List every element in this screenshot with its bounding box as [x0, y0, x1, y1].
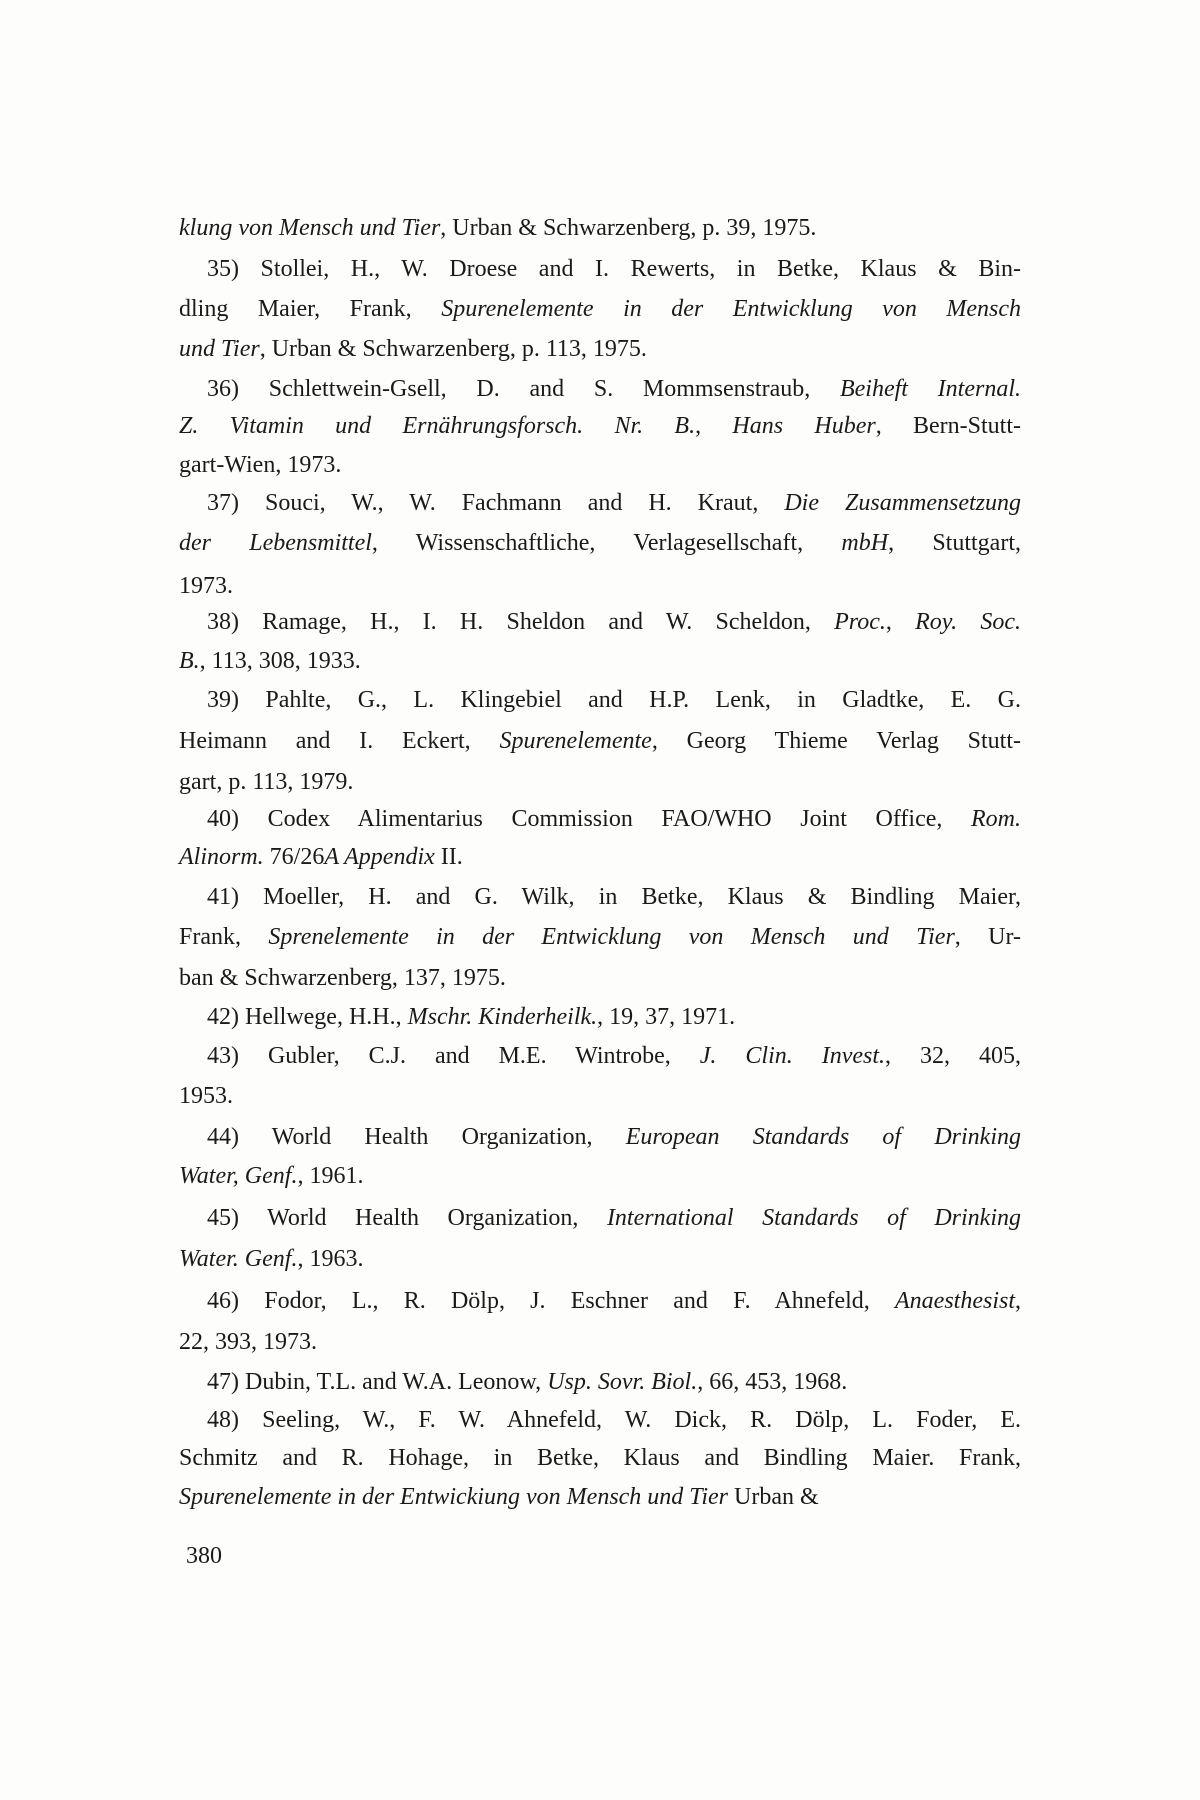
reference-text: 76/26	[263, 844, 325, 870]
italic-title-text: B.	[179, 648, 200, 674]
reference-text: , 19, 37, 1971.	[597, 1004, 736, 1030]
italic-title-text: Sprenelemente in der Entwicklung von Mensch und Tier	[268, 924, 955, 950]
reference-line	[179, 528, 1021, 558]
reference-text: , 1963.	[297, 1246, 364, 1272]
italic-title-text: Spurenelemente	[499, 728, 652, 754]
italic-title-text: J. Clin. Invest.	[699, 1043, 886, 1069]
reference-text: , Ur-	[954, 924, 1021, 950]
reference-text: , Urban & Schwarzenberg, p. 113, 1975.	[259, 336, 647, 362]
reference-entry-start	[207, 1041, 1021, 1071]
reference-entry-start	[207, 1002, 1021, 1032]
reference-line	[179, 767, 1021, 797]
reference-text: , 113, 308, 1933.	[199, 648, 361, 674]
reference-text: dling Maier, Frank,	[179, 296, 442, 322]
reference-text: 44) World Health Organization,	[207, 1124, 626, 1150]
reference-text: 35) Stollei, H., W. Droese and I. Rewerts, in Betke, Klaus & Bin-	[207, 256, 1021, 282]
reference-text: 45) World Health Organization,	[207, 1205, 607, 1231]
italic-title-text: Z. Vitamin und Ernährungsforsch. Nr. B.	[179, 413, 696, 439]
reference-text: Urban &	[728, 1484, 819, 1510]
italic-title-text: Water, Genf.	[179, 1163, 298, 1189]
reference-text: ban & Schwarzenberg, 137, 1975.	[179, 965, 506, 991]
reference-entry-start	[207, 1122, 1021, 1152]
italic-title-text: der Lebensmittel	[179, 530, 372, 556]
italic-title-text: European Standards of Drinking	[625, 1124, 1021, 1150]
reference-line	[179, 1081, 1021, 1111]
reference-text: , Wissenschaftliche, Verlagesellschaft,	[371, 530, 842, 556]
italic-title-text: Beiheft Internal.	[839, 376, 1021, 402]
italic-title-text: Spurenelemente in der Entwicklung von Mensch	[441, 296, 1021, 322]
italic-title-text: mbH	[841, 530, 889, 556]
reference-text: 37) Souci, W., W. Fachmann and H. Kraut,	[207, 490, 785, 516]
reference-text: 47) Dubin, T.L. and W.A. Leonow,	[207, 1369, 548, 1395]
reference-text: 1953.	[179, 1083, 233, 1109]
reference-line	[179, 294, 1021, 324]
reference-text: , Georg Thieme Verlag Stutt-	[651, 728, 1021, 754]
italic-title-text: A Appendix	[324, 844, 435, 870]
reference-text: 46) Fodor, L., R. Dölp, J. Eschner and F. Ahnefeld,	[207, 1288, 895, 1314]
reference-text: 40) Codex Alimentarius Commission FAO/WHO Joint Office,	[207, 806, 971, 832]
italic-title-text: International Standards of Drinking	[606, 1205, 1021, 1231]
reference-text: 38) Ramage, H., I. H. Sheldon and W. Scheldon,	[207, 609, 835, 635]
reference-entry-start	[207, 882, 1021, 912]
reference-entry-start	[207, 1203, 1021, 1233]
reference-text: ,	[695, 413, 733, 439]
reference-line	[179, 213, 1021, 243]
italic-title-text: Usp. Sovr. Biol.	[547, 1369, 698, 1395]
reference-text: Heimann and I. Eckert,	[179, 728, 500, 754]
italic-title-text: Proc.	[834, 609, 886, 635]
reference-text: 48) Seeling, W., F. W. Ahnefeld, W. Dick, R. Dölp, L. Foder, E.	[207, 1407, 1021, 1433]
italic-title-text: Mschr. Kinderheilk.	[407, 1004, 598, 1030]
italic-title-text: Alinorm.	[179, 844, 264, 870]
reference-text: gart-Wien, 1973.	[179, 452, 342, 478]
reference-text: gart, p. 113, 1979.	[179, 769, 354, 795]
page-number: 380	[186, 1543, 222, 1569]
reference-line	[179, 571, 1021, 601]
reference-text: Frank,	[179, 924, 269, 950]
reference-text: ,	[1015, 1288, 1021, 1314]
italic-title-text: Hans Huber	[732, 413, 876, 439]
reference-line	[179, 1482, 1021, 1512]
italic-title-text: Rom.	[971, 806, 1021, 832]
reference-line	[179, 963, 1021, 993]
reference-entry-start	[207, 1367, 1021, 1397]
reference-text: Schmitz and R. Hohage, in Betke, Klaus and Bindling Maier. Frank,	[179, 1445, 1021, 1471]
italic-title-text: Die Zusammensetzung	[784, 490, 1021, 516]
reference-line	[179, 646, 1021, 676]
reference-entry-start	[207, 1405, 1021, 1435]
reference-text: , 66, 453, 1968.	[697, 1369, 848, 1395]
reference-text: 1973.	[179, 573, 233, 599]
reference-line	[179, 922, 1021, 952]
italic-title-text: Anaesthesist	[895, 1288, 1015, 1314]
reference-entry-start	[207, 488, 1021, 518]
reference-line	[179, 334, 1021, 364]
italic-title-text: Spurenelemente in der Entwickiung von Mensch und Tier	[179, 1484, 728, 1510]
reference-line	[179, 1327, 1021, 1357]
reference-text: 39) Pahlte, G., L. Klingebiel and H.P. Lenk, in Gladtke, E. G.	[207, 687, 1021, 713]
reference-entry-start	[207, 374, 1021, 404]
italic-title-text: und Tier	[179, 336, 260, 362]
reference-entry-start	[207, 685, 1021, 715]
reference-text: 22, 393, 1973.	[179, 1329, 317, 1355]
reference-line	[179, 411, 1021, 441]
reference-entry-start	[207, 607, 1021, 637]
reference-entry-start	[207, 804, 1021, 834]
reference-line	[179, 1161, 1021, 1191]
reference-text: ,	[885, 609, 916, 635]
italic-title-text: Roy. Soc.	[915, 609, 1021, 635]
reference-entry-start	[207, 254, 1021, 284]
reference-text: , 32, 405,	[885, 1043, 1021, 1069]
reference-entry-start	[207, 1286, 1021, 1316]
reference-text: 36) Schlettwein-Gsell, D. and S. Mommsenstraub,	[207, 376, 840, 402]
reference-line	[179, 726, 1021, 756]
italic-title-text: Water. Genf.	[179, 1246, 298, 1272]
reference-text: , Urban & Schwarzenberg, p. 39, 1975.	[440, 215, 817, 241]
reference-text: , Stuttgart,	[888, 530, 1021, 556]
reference-text: , Bern-Stutt-	[875, 413, 1021, 439]
reference-line	[179, 1244, 1021, 1274]
reference-line	[179, 842, 1021, 872]
reference-text: II.	[434, 844, 463, 870]
italic-title-text: klung von Mensch und Tier	[179, 215, 441, 241]
reference-text: 43) Gubler, C.J. and M.E. Wintrobe,	[207, 1043, 700, 1069]
reference-text: , 1961.	[297, 1163, 364, 1189]
reference-line	[179, 450, 1021, 480]
reference-line	[179, 1443, 1021, 1473]
reference-text: 41) Moeller, H. and G. Wilk, in Betke, Klaus & Bindling Maier,	[207, 884, 1021, 910]
reference-text: 42) Hellwege, H.H.,	[207, 1004, 408, 1030]
